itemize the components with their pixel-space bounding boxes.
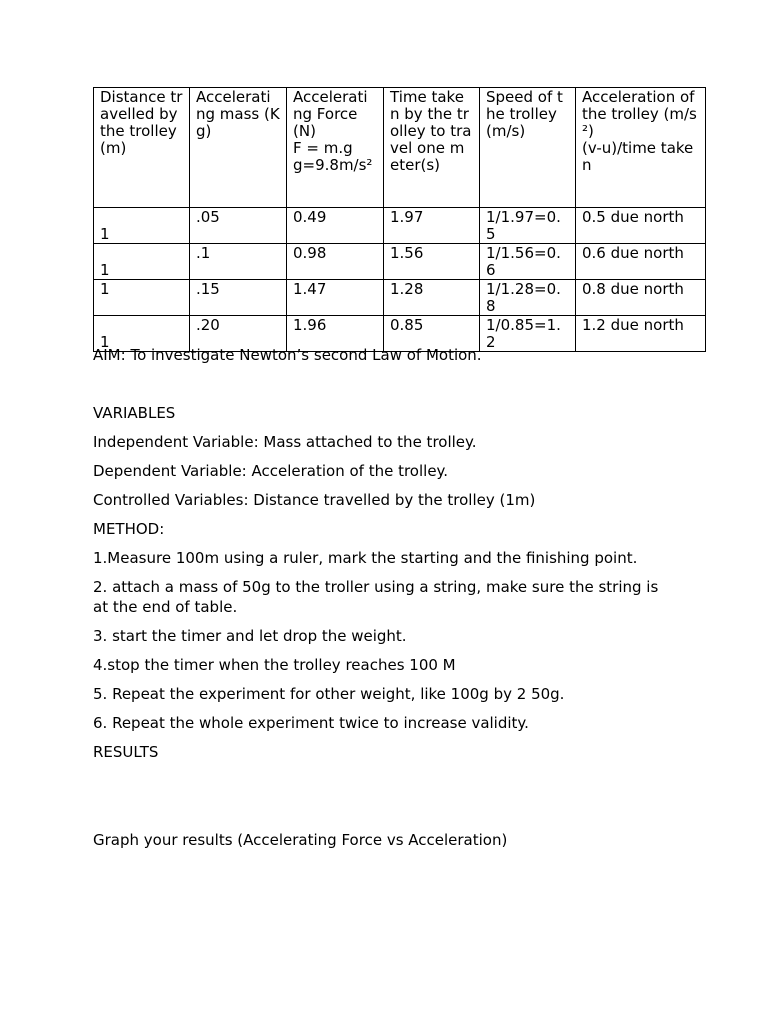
header-time: Time taken by the trolley to travel one meter(s) xyxy=(384,88,480,208)
cell-time: 0.85 xyxy=(384,316,480,352)
header-mass: Accelerating mass (Kg) xyxy=(190,88,287,208)
cell-time: 1.56 xyxy=(384,244,480,280)
cell-speed: 1/1.28=0.8 xyxy=(480,280,576,316)
cell-speed: 1/1.97=0.5 xyxy=(480,208,576,244)
method-step: 1.Measure 100m using a ruler, mark the starting and the finishing point. xyxy=(93,549,638,567)
cell-distance: 1 xyxy=(94,280,190,316)
method-heading: METHOD: xyxy=(93,520,165,538)
cell-force: 0.49 xyxy=(287,208,384,244)
method-step: 6. Repeat the whole experiment twice to increase validity. xyxy=(93,714,529,732)
table-row xyxy=(94,244,706,280)
results-table xyxy=(93,87,706,352)
method-step: 5. Repeat the experiment for other weight, like 100g by 2 50g. xyxy=(93,685,565,703)
header-force: Accelerating Force (N) F = m.g g=9.8m/s² xyxy=(287,88,384,208)
cell-mass: .1 xyxy=(190,244,287,280)
cell-force: 1.96 xyxy=(287,316,384,352)
dependent-variable: Dependent Variable: Acceleration of the trolley. xyxy=(93,462,449,480)
cell-acceleration: 0.8 due north xyxy=(576,280,706,316)
cell-acceleration: 1.2 due north xyxy=(576,316,706,352)
cell-distance: 1 xyxy=(94,316,190,352)
cell-mass: .05 xyxy=(190,208,287,244)
cell-time: 1.97 xyxy=(384,208,480,244)
table-header-row xyxy=(94,88,706,208)
cell-force: 1.47 xyxy=(287,280,384,316)
cell-speed: 1/0.85=1.2 xyxy=(480,316,576,352)
independent-variable: Independent Variable: Mass attached to the trolley. xyxy=(93,433,477,451)
table-row xyxy=(94,208,706,244)
cell-force: 0.98 xyxy=(287,244,384,280)
cell-time: 1.28 xyxy=(384,280,480,316)
document-body xyxy=(93,345,673,850)
cell-distance: 1 xyxy=(94,244,190,280)
cell-acceleration: 0.5 due north xyxy=(576,208,706,244)
variables-heading: VARIABLES xyxy=(93,404,176,422)
graph-instruction: Graph your results (Accelerating Force vs Acceleration) xyxy=(93,831,508,849)
cell-distance: 1 xyxy=(94,208,190,244)
cell-mass: .15 xyxy=(190,280,287,316)
method-step: 2. attach a mass of 50g to the troller using a string, make sure the string is at the end of table. xyxy=(93,578,659,616)
table-row xyxy=(94,280,706,316)
method-step: 3. start the timer and let drop the weight. xyxy=(93,627,407,645)
header-distance: Distance travelled by the trolley (m) xyxy=(94,88,190,208)
method-step: 4.stop the timer when the trolley reaches 100 M xyxy=(93,656,456,674)
aim-statement: AIM: To investigate Newton’s second Law of Motion. xyxy=(93,346,482,364)
controlled-variables: Controlled Variables: Distance travelled by the trolley (1m) xyxy=(93,491,536,509)
cell-speed: 1/1.56=0.6 xyxy=(480,244,576,280)
header-speed: Speed of the trolley (m/s) xyxy=(480,88,576,208)
header-acceleration: Acceleration of the trolley (m/s ²) (v-u)/time taken xyxy=(576,88,706,208)
results-heading: RESULTS xyxy=(93,743,159,761)
cell-acceleration: 0.6 due north xyxy=(576,244,706,280)
cell-mass: .20 xyxy=(190,316,287,352)
